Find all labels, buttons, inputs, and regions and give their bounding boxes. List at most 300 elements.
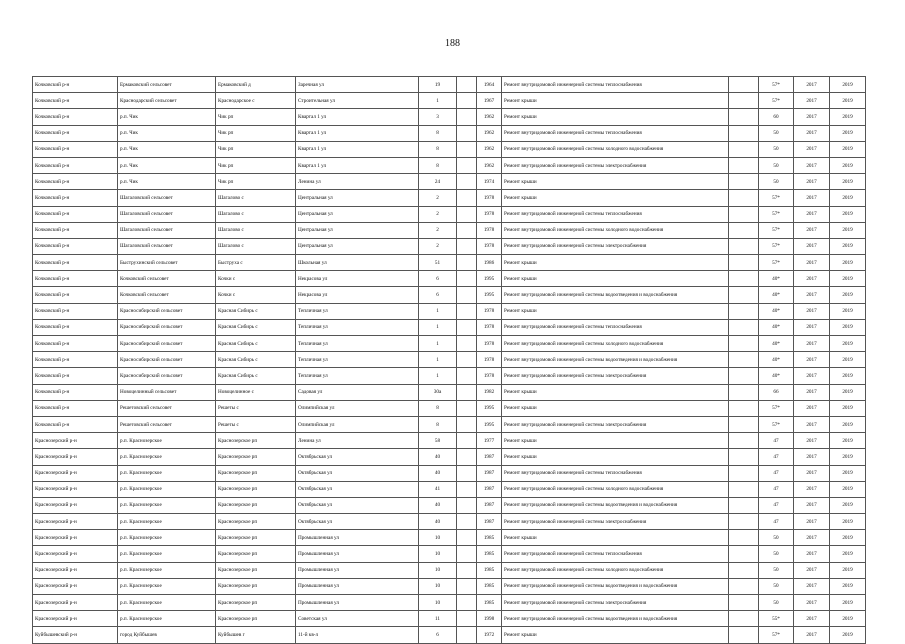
district-cell: Краснозерский р-н [33, 514, 118, 530]
table-row [33, 400, 866, 416]
table-row [33, 190, 866, 206]
table-row [33, 222, 866, 238]
house-number-cell: 10 [419, 546, 457, 562]
cost-cell: 50 [759, 595, 794, 611]
locality-cell: Краснозерское рп [216, 578, 296, 594]
work-type-cell: Ремонт внутридомовой инженерной системы теплоснабжения [502, 125, 729, 141]
cost-cell: 40* [759, 368, 794, 384]
settlement-cell: Красносибирский сельсовет [118, 352, 216, 368]
work-type-cell: Ремонт внутридомовой инженерной системы теплоснабжения [502, 465, 729, 481]
settlement-cell: р.п. Краснозерское [118, 530, 216, 546]
locality-cell: Краснозерское рп [216, 611, 296, 627]
cost-cell: 47 [759, 514, 794, 530]
district-cell: Кочковский р-н [33, 271, 118, 287]
locality-cell: Чик рп [216, 174, 296, 190]
work-type-cell: Ремонт внутридомовой инженерной системы теплоснабжения [502, 77, 729, 93]
district-cell: Кочковский р-н [33, 109, 118, 125]
locality-cell: Краснозерское рп [216, 465, 296, 481]
house-number-cell: 1 [419, 352, 457, 368]
district-cell: Краснозерский р-н [33, 497, 118, 513]
settlement-cell: р.п. Краснозерское [118, 595, 216, 611]
blank-cell [729, 157, 759, 173]
start-year-cell: 2017 [794, 465, 830, 481]
blank-cell [729, 77, 759, 93]
cost-cell: 50 [759, 546, 794, 562]
street-cell: Тепличная ул [296, 336, 419, 352]
settlement-cell: Ермаковский сельсовет [118, 77, 216, 93]
district-cell: Краснозерский р-н [33, 611, 118, 627]
table-row [33, 93, 866, 109]
street-cell: Заречная ул [296, 77, 419, 93]
start-year-cell: 2017 [794, 141, 830, 157]
blank-cell [457, 578, 477, 594]
start-year-cell: 2017 [794, 481, 830, 497]
end-year-cell: 2019 [830, 546, 866, 562]
blank-cell [457, 222, 477, 238]
build-year-cell: 1982 [477, 384, 502, 400]
locality-cell: Красная Сибирь с [216, 352, 296, 368]
blank-cell [457, 109, 477, 125]
build-year-cell: 1977 [477, 433, 502, 449]
end-year-cell: 2019 [830, 368, 866, 384]
settlement-cell: р.п. Краснозерское [118, 578, 216, 594]
blank-cell [729, 303, 759, 319]
build-year-cell: 1978 [477, 222, 502, 238]
house-number-cell: 24 [419, 174, 457, 190]
street-cell: Ленина ул [296, 433, 419, 449]
cost-cell: 57* [759, 77, 794, 93]
table-row [33, 109, 866, 125]
cost-cell: 57* [759, 93, 794, 109]
house-number-cell: 6 [419, 271, 457, 287]
locality-cell: Краснозерское рп [216, 530, 296, 546]
house-number-cell: 2 [419, 190, 457, 206]
work-type-cell: Ремонт крыши [502, 627, 729, 643]
settlement-cell: Шагаловский сельсовет [118, 206, 216, 222]
settlement-cell: р.п. Краснозерское [118, 497, 216, 513]
district-cell: Кочковский р-н [33, 190, 118, 206]
house-number-cell: 8 [419, 157, 457, 173]
start-year-cell: 2017 [794, 77, 830, 93]
end-year-cell: 2019 [830, 530, 866, 546]
settlement-cell: город Куйбышев [118, 627, 216, 643]
settlement-cell: Новоцелинный сельсовет [118, 384, 216, 400]
blank-cell [729, 125, 759, 141]
blank-cell [729, 433, 759, 449]
end-year-cell: 2019 [830, 595, 866, 611]
street-cell: Квартал 1 ул [296, 109, 419, 125]
build-year-cell: 1998 [477, 611, 502, 627]
build-year-cell: 1985 [477, 546, 502, 562]
table-row [33, 465, 866, 481]
start-year-cell: 2017 [794, 157, 830, 173]
work-type-cell: Ремонт внутридомовой инженерной системы водоотведения и водоснабжения [502, 287, 729, 303]
work-type-cell: Ремонт внутридомовой инженерной системы электроснабжения [502, 514, 729, 530]
street-cell: Олимпийская ул [296, 400, 419, 416]
locality-cell: Краснозерское рп [216, 514, 296, 530]
start-year-cell: 2017 [794, 222, 830, 238]
work-type-cell: Ремонт внутридомовой инженерной системы электроснабжения [502, 238, 729, 254]
table-row [33, 530, 866, 546]
locality-cell: Краснодарское с [216, 93, 296, 109]
locality-cell: Краснозерское рп [216, 595, 296, 611]
district-cell: Кочковский р-н [33, 416, 118, 432]
end-year-cell: 2019 [830, 352, 866, 368]
cost-cell: 40* [759, 319, 794, 335]
street-cell: Некрасова ул [296, 271, 419, 287]
end-year-cell: 2019 [830, 336, 866, 352]
end-year-cell: 2019 [830, 319, 866, 335]
start-year-cell: 2017 [794, 400, 830, 416]
table-row [33, 157, 866, 173]
table-row [33, 125, 866, 141]
build-year-cell: 1985 [477, 578, 502, 594]
house-number-cell: 2 [419, 222, 457, 238]
build-year-cell: 1978 [477, 336, 502, 352]
table-row [33, 77, 866, 93]
street-cell: Квартал 1 ул [296, 157, 419, 173]
start-year-cell: 2017 [794, 546, 830, 562]
end-year-cell: 2019 [830, 497, 866, 513]
locality-cell: Краснозерское рп [216, 562, 296, 578]
locality-cell: Шагалово с [216, 222, 296, 238]
work-type-cell: Ремонт крыши [502, 109, 729, 125]
table-row [33, 514, 866, 530]
house-number-cell: 2 [419, 238, 457, 254]
locality-cell: Красная Сибирь с [216, 368, 296, 384]
blank-cell [729, 416, 759, 432]
settlement-cell: р.п. Краснозерское [118, 481, 216, 497]
district-cell: Кочковский р-н [33, 141, 118, 157]
blank-cell [457, 336, 477, 352]
start-year-cell: 2017 [794, 433, 830, 449]
table-row [33, 336, 866, 352]
build-year-cell: 1995 [477, 287, 502, 303]
table-row [33, 174, 866, 190]
end-year-cell: 2019 [830, 416, 866, 432]
house-number-cell: 1 [419, 368, 457, 384]
blank-cell [729, 400, 759, 416]
blank-cell [457, 238, 477, 254]
start-year-cell: 2017 [794, 238, 830, 254]
district-cell: Кочковский р-н [33, 222, 118, 238]
blank-cell [457, 481, 477, 497]
locality-cell: Шагалово с [216, 238, 296, 254]
end-year-cell: 2019 [830, 627, 866, 643]
build-year-cell: 1986 [477, 255, 502, 271]
settlement-cell: Решетовский сельсовет [118, 416, 216, 432]
blank-cell [457, 157, 477, 173]
district-cell: Краснозерский р-н [33, 546, 118, 562]
locality-cell: Чик рп [216, 157, 296, 173]
build-year-cell: 1987 [477, 465, 502, 481]
locality-cell: Краснозерское рп [216, 433, 296, 449]
blank-cell [457, 141, 477, 157]
district-cell: Краснозерский р-н [33, 449, 118, 465]
end-year-cell: 2019 [830, 174, 866, 190]
work-type-cell: Ремонт крыши [502, 433, 729, 449]
end-year-cell: 2019 [830, 222, 866, 238]
work-type-cell: Ремонт крыши [502, 530, 729, 546]
blank-cell [729, 562, 759, 578]
table-row [33, 141, 866, 157]
district-cell: Краснозерский р-н [33, 481, 118, 497]
work-type-cell: Ремонт крыши [502, 449, 729, 465]
start-year-cell: 2017 [794, 287, 830, 303]
settlement-cell: Красносибирский сельсовет [118, 303, 216, 319]
build-year-cell: 1987 [477, 514, 502, 530]
blank-cell [729, 449, 759, 465]
blank-cell [729, 384, 759, 400]
work-type-cell: Ремонт внутридомовой инженерной системы водоотведения и водоснабжения [502, 497, 729, 513]
district-cell: Краснозерский р-н [33, 433, 118, 449]
cost-cell: 40* [759, 287, 794, 303]
work-type-cell: Ремонт внутридомовой инженерной системы холодного водоснабжения [502, 481, 729, 497]
locality-cell: Чик рп [216, 141, 296, 157]
cost-cell: 57* [759, 400, 794, 416]
build-year-cell: 1978 [477, 352, 502, 368]
table-row [33, 481, 866, 497]
district-cell: Кочковский р-н [33, 400, 118, 416]
end-year-cell: 2019 [830, 255, 866, 271]
end-year-cell: 2019 [830, 303, 866, 319]
district-cell: Кочковский р-н [33, 77, 118, 93]
blank-cell [729, 578, 759, 594]
end-year-cell: 2019 [830, 271, 866, 287]
house-number-cell: 8 [419, 416, 457, 432]
blank-cell [457, 352, 477, 368]
street-cell: Центральная ул [296, 238, 419, 254]
cost-cell: 50 [759, 562, 794, 578]
table-row [33, 384, 866, 400]
street-cell: Центральная ул [296, 222, 419, 238]
locality-cell: Кочки с [216, 271, 296, 287]
work-type-cell: Ремонт крыши [502, 384, 729, 400]
cost-cell: 40* [759, 336, 794, 352]
build-year-cell: 1985 [477, 562, 502, 578]
cost-cell: 40* [759, 352, 794, 368]
table-row [33, 546, 866, 562]
work-type-cell: Ремонт внутридомовой инженерной системы электроснабжения [502, 157, 729, 173]
locality-cell: Шагалово с [216, 190, 296, 206]
cost-cell: 40* [759, 303, 794, 319]
blank-cell [457, 497, 477, 513]
house-number-cell: 8 [419, 125, 457, 141]
district-cell: Кочковский р-н [33, 206, 118, 222]
locality-cell: Краснозерское рп [216, 546, 296, 562]
table-row [33, 238, 866, 254]
start-year-cell: 2017 [794, 336, 830, 352]
house-number-cell: 58 [419, 433, 457, 449]
build-year-cell: 1962 [477, 109, 502, 125]
table-row [33, 449, 866, 465]
house-number-cell: 1 [419, 319, 457, 335]
end-year-cell: 2019 [830, 384, 866, 400]
blank-cell [729, 222, 759, 238]
house-number-cell: 40 [419, 449, 457, 465]
blank-cell [457, 416, 477, 432]
district-cell: Краснозерский р-н [33, 578, 118, 594]
locality-cell: Куйбышев г [216, 627, 296, 643]
end-year-cell: 2019 [830, 465, 866, 481]
street-cell: Олимпийская ул [296, 416, 419, 432]
blank-cell [457, 465, 477, 481]
start-year-cell: 2017 [794, 595, 830, 611]
district-cell: Кочковский р-н [33, 303, 118, 319]
street-cell: Ленина ул [296, 174, 419, 190]
locality-cell: Новоцелинное с [216, 384, 296, 400]
cost-cell: 50 [759, 578, 794, 594]
work-type-cell: Ремонт внутридомовой инженерной системы электроснабжения [502, 595, 729, 611]
street-cell: Строительная ул [296, 93, 419, 109]
house-number-cell: 10 [419, 530, 457, 546]
house-number-cell: 1 [419, 303, 457, 319]
blank-cell [729, 530, 759, 546]
cost-cell: 40* [759, 271, 794, 287]
table-row [33, 319, 866, 335]
street-cell: 11-й кв-л [296, 627, 419, 643]
start-year-cell: 2017 [794, 255, 830, 271]
locality-cell: Быструха с [216, 255, 296, 271]
build-year-cell: 1978 [477, 368, 502, 384]
locality-cell: Решеты с [216, 416, 296, 432]
page-number: 188 [445, 38, 460, 49]
house-number-cell: 40 [419, 497, 457, 513]
start-year-cell: 2017 [794, 125, 830, 141]
street-cell: Центральная ул [296, 190, 419, 206]
end-year-cell: 2019 [830, 514, 866, 530]
blank-cell [457, 271, 477, 287]
blank-cell [457, 303, 477, 319]
locality-cell: Чик рп [216, 125, 296, 141]
blank-cell [729, 206, 759, 222]
blank-cell [729, 336, 759, 352]
street-cell: Октябрьская ул [296, 514, 419, 530]
blank-cell [729, 287, 759, 303]
table-row [33, 206, 866, 222]
blank-cell [729, 595, 759, 611]
settlement-cell: р.п. Краснозерское [118, 546, 216, 562]
house-number-cell: 1 [419, 336, 457, 352]
house-number-cell: 2 [419, 206, 457, 222]
start-year-cell: 2017 [794, 578, 830, 594]
cost-cell: 50 [759, 157, 794, 173]
build-year-cell: 1978 [477, 206, 502, 222]
blank-cell [457, 384, 477, 400]
cost-cell: 47 [759, 449, 794, 465]
table-row [33, 627, 866, 643]
build-year-cell: 1962 [477, 141, 502, 157]
work-type-cell: Ремонт крыши [502, 93, 729, 109]
house-number-cell: 40 [419, 514, 457, 530]
district-cell: Кочковский р-н [33, 336, 118, 352]
start-year-cell: 2017 [794, 206, 830, 222]
table-row [33, 287, 866, 303]
settlement-cell: р.п. Краснозерское [118, 611, 216, 627]
table-row [33, 497, 866, 513]
house-number-cell: 8 [419, 400, 457, 416]
house-number-cell: 10 [419, 578, 457, 594]
cost-cell: 55* [759, 611, 794, 627]
blank-cell [457, 400, 477, 416]
cost-cell: 50 [759, 125, 794, 141]
house-number-cell: 41 [419, 481, 457, 497]
locality-cell: Чик рп [216, 109, 296, 125]
work-type-cell: Ремонт внутридомовой инженерной системы холодного водоснабжения [502, 336, 729, 352]
build-year-cell: 1962 [477, 125, 502, 141]
house-number-cell: 11 [419, 611, 457, 627]
settlement-cell: р.п. Краснозерское [118, 514, 216, 530]
house-number-cell: 10 [419, 562, 457, 578]
street-cell: Октябрьская ул [296, 465, 419, 481]
blank-cell [457, 514, 477, 530]
district-cell: Кочковский р-н [33, 125, 118, 141]
end-year-cell: 2019 [830, 190, 866, 206]
cost-cell: 47 [759, 481, 794, 497]
street-cell: Промышленная ул [296, 578, 419, 594]
district-cell: Кочковский р-н [33, 157, 118, 173]
locality-cell: Кочки с [216, 287, 296, 303]
table-row [33, 595, 866, 611]
locality-cell: Красная Сибирь с [216, 336, 296, 352]
start-year-cell: 2017 [794, 562, 830, 578]
work-type-cell: Ремонт внутридомовой инженерной системы теплоснабжения [502, 206, 729, 222]
work-type-cell: Ремонт внутридомовой инженерной системы холодного водоснабжения [502, 141, 729, 157]
end-year-cell: 2019 [830, 562, 866, 578]
cost-cell: 57* [759, 238, 794, 254]
district-cell: Кочковский р-н [33, 174, 118, 190]
blank-cell [457, 190, 477, 206]
cost-cell: 57* [759, 206, 794, 222]
settlement-cell: Красносибирский сельсовет [118, 336, 216, 352]
build-year-cell: 1974 [477, 174, 502, 190]
repair-schedule-table [32, 76, 866, 644]
build-year-cell: 1987 [477, 481, 502, 497]
district-cell: Кочковский р-н [33, 93, 118, 109]
build-year-cell: 1985 [477, 530, 502, 546]
cost-cell: 60 [759, 109, 794, 125]
locality-cell: Ермаковский д [216, 77, 296, 93]
settlement-cell: Кочковский сельсовет [118, 271, 216, 287]
work-type-cell: Ремонт внутридомовой инженерной системы теплоснабжения [502, 319, 729, 335]
blank-cell [457, 627, 477, 643]
end-year-cell: 2019 [830, 433, 866, 449]
settlement-cell: р.п. Чик [118, 125, 216, 141]
work-type-cell: Ремонт внутридомовой инженерной системы электроснабжения [502, 368, 729, 384]
house-number-cell: 51 [419, 255, 457, 271]
table-row [33, 255, 866, 271]
start-year-cell: 2017 [794, 174, 830, 190]
work-type-cell: Ремонт внутридомовой инженерной системы водоотведения и водоснабжения [502, 578, 729, 594]
district-cell: Кочковский р-н [33, 368, 118, 384]
street-cell: Школьная ул [296, 255, 419, 271]
district-cell: Кочковский р-н [33, 255, 118, 271]
house-number-cell: 10 [419, 595, 457, 611]
house-number-cell: 1 [419, 93, 457, 109]
house-number-cell: 8 [419, 141, 457, 157]
blank-cell [457, 174, 477, 190]
work-type-cell: Ремонт внутридомовой инженерной системы электроснабжения [502, 416, 729, 432]
end-year-cell: 2019 [830, 611, 866, 627]
blank-cell [729, 319, 759, 335]
table-row [33, 352, 866, 368]
end-year-cell: 2019 [830, 449, 866, 465]
blank-cell [457, 368, 477, 384]
blank-cell [729, 352, 759, 368]
work-type-cell: Ремонт внутридомовой инженерной системы теплоснабжения [502, 546, 729, 562]
blank-cell [729, 514, 759, 530]
blank-cell [729, 109, 759, 125]
